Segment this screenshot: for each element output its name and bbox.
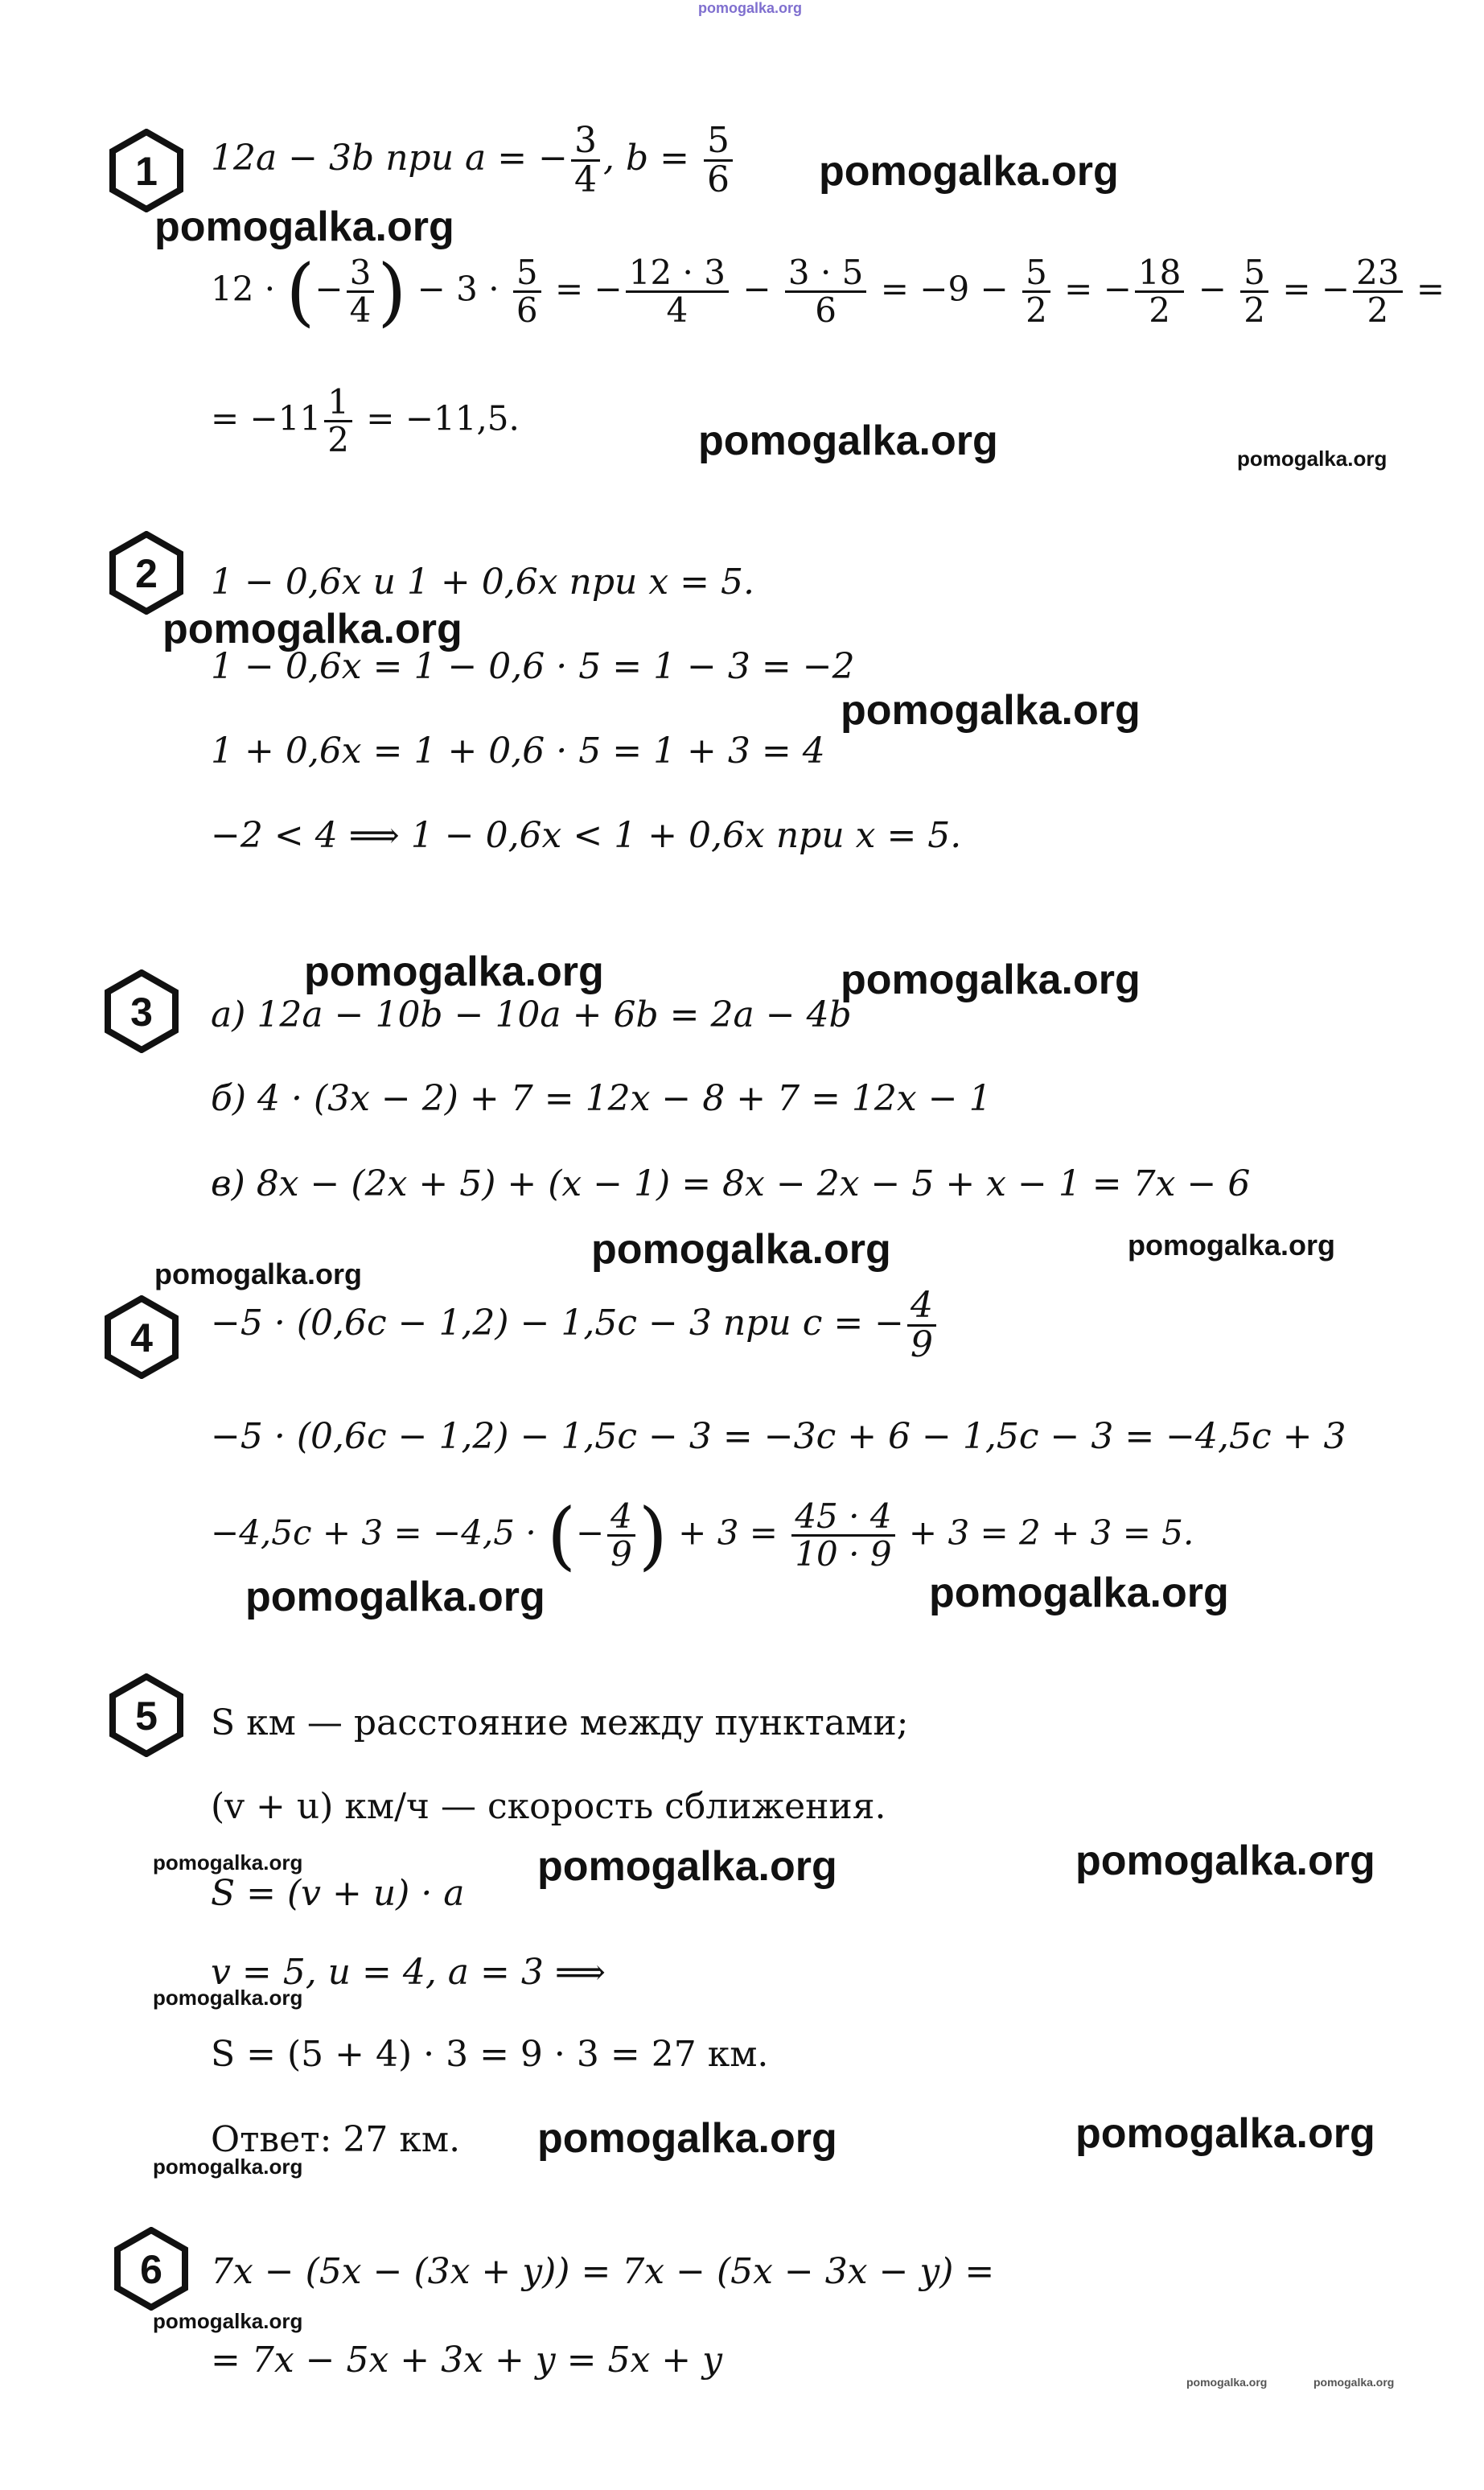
problem-1-result-line: = −11 $\frac{1}{2}$ = −11,5. xyxy=(211,382,520,460)
problem-4-statement: −5 · (0,6c − 1,2) − 1,5c − 3 при c = − $\frac{4}{9}$ xyxy=(211,1287,939,1364)
problem-5-answer: Ответ: 27 км. xyxy=(211,2119,461,2160)
problem-5-line: (v + u) км/ч — скорость сближения. xyxy=(211,1786,886,1827)
watermark: pomogalka.org xyxy=(153,1986,303,2010)
watermark: pomogalka.org xyxy=(1128,1229,1336,1261)
watermark: pomogalka.org xyxy=(154,1257,363,1290)
problem-1-number-badge xyxy=(109,129,183,212)
problem-1-statement xyxy=(211,122,736,199)
problem-4-number-badge xyxy=(105,1295,179,1379)
problem-3-line-v: в) 8x − (2x + 5) + (x − 1) = 8x − 2x − 5 + x − 1 = 7x − 6 xyxy=(211,1163,1251,1204)
watermark: pomogalka.org xyxy=(1075,1838,1375,1884)
problem-5-number: 5 xyxy=(135,1694,158,1739)
watermark: pomogalka.org xyxy=(698,418,998,464)
p1-statement-a: 12a − 3b при a = − xyxy=(211,138,568,179)
watermark: pomogalka.org xyxy=(153,2155,303,2179)
watermark: pomogalka.org xyxy=(153,1850,303,1875)
problem-1-calc-line: 12 · (− $\frac{3}{4}$ ) − 3 · $\frac{5}{6}$ = − $\frac{12 \cdot 3}{4}$ − $\frac{3 \cdot 5}{6}$ = −9 − $\frac{5}{2}$ = − $\frac{18}{2}$ − $\frac{5}{2}$ = − $\frac{23}{2}$ = xyxy=(211,249,1445,335)
watermark: pomogalka.org xyxy=(591,1226,891,1273)
watermark: pomogalka.org xyxy=(154,204,454,250)
watermark: pomogalka.org xyxy=(537,1843,837,1890)
watermark: pomogalka.org xyxy=(841,957,1141,1003)
problem-4-line2: −5 · (0,6c − 1,2) − 1,5c − 3 = −3c + 6 − 1,5c − 3 = −4,5c + 3 xyxy=(211,1416,1346,1457)
watermark: pomogalka.org xyxy=(1237,447,1387,471)
watermark: pomogalka.org xyxy=(841,687,1141,734)
problem-2-line: 1 − 0,6x = 1 − 0,6 · 5 = 1 − 3 = −2 xyxy=(211,646,855,687)
problem-3-number-badge xyxy=(105,969,179,1053)
problem-6-line: 7x − (5x − (3x + y)) = 7x − (5x − 3x − y) = xyxy=(211,2251,995,2292)
problem-2-line: 1 + 0,6x = 1 + 0,6 · 5 = 1 + 3 = 4 xyxy=(211,731,825,772)
watermark: pomogalka.org xyxy=(819,148,1119,195)
watermark: pomogalka.org xyxy=(304,949,604,995)
p1-frac-3-4: $\frac{3}{4}$ xyxy=(571,122,600,199)
problem-2-number: 2 xyxy=(135,551,158,596)
watermark: pomogalka.org xyxy=(1075,2110,1375,2157)
watermark: pomogalka.org xyxy=(1186,2376,1268,2389)
problem-6-number-badge xyxy=(114,2227,188,2311)
watermark-top: pomogalka.org xyxy=(698,0,803,16)
problem-6-line: = 7x − 5x + 3x + y = 5x + y xyxy=(211,2340,723,2381)
watermark: pomogalka.org xyxy=(1313,2376,1395,2389)
problem-2-line: −2 < 4 ⟹ 1 − 0,6x < 1 + 0,6x при x = 5. xyxy=(211,815,962,856)
problem-5-line: S км — расстояние между пунктами; xyxy=(211,1702,909,1743)
p1-frac-5-6: $\frac{5}{6}$ xyxy=(704,122,733,199)
problem-2-number-badge xyxy=(109,531,183,615)
problem-4-number: 4 xyxy=(130,1315,153,1360)
problem-5-line: S = (5 + 4) · 3 = 9 · 3 = 27 км. xyxy=(211,2034,769,2075)
problem-1-number: 1 xyxy=(135,149,158,194)
problem-4-line3: −4,5c + 3 = −4,5 · (− $\frac{4}{9}$ ) + 3 = $\frac{45 \cdot 4}{10 \cdot 9}$ + 3 = 2 + 3 = 5. xyxy=(211,1492,1194,1578)
problem-5-line: v = 5, u = 4, a = 3 ⟹ xyxy=(211,1952,606,1993)
problem-5-line: S = (v + u) · a xyxy=(211,1873,465,1914)
problem-2-line: 1 − 0,6x и 1 + 0,6x при x = 5. xyxy=(211,562,755,603)
problem-5-number-badge xyxy=(109,1673,183,1757)
watermark: pomogalka.org xyxy=(929,1570,1229,1616)
problem-3-line-a: а) 12a − 10b − 10a + 6b = 2a − 4b xyxy=(211,994,852,1035)
watermark: pomogalka.org xyxy=(245,1574,545,1620)
problem-3-line-b: б) 4 · (3x − 2) + 7 = 12x − 8 + 7 = 12x − 1 xyxy=(211,1078,992,1119)
watermark: pomogalka.org xyxy=(162,606,462,652)
watermark: pomogalka.org xyxy=(537,2115,837,2162)
problem-3-number: 3 xyxy=(130,990,153,1035)
p1-statement-b: , b = xyxy=(602,138,701,179)
problem-6-number: 6 xyxy=(140,2247,162,2292)
watermark: pomogalka.org xyxy=(153,2309,303,2333)
